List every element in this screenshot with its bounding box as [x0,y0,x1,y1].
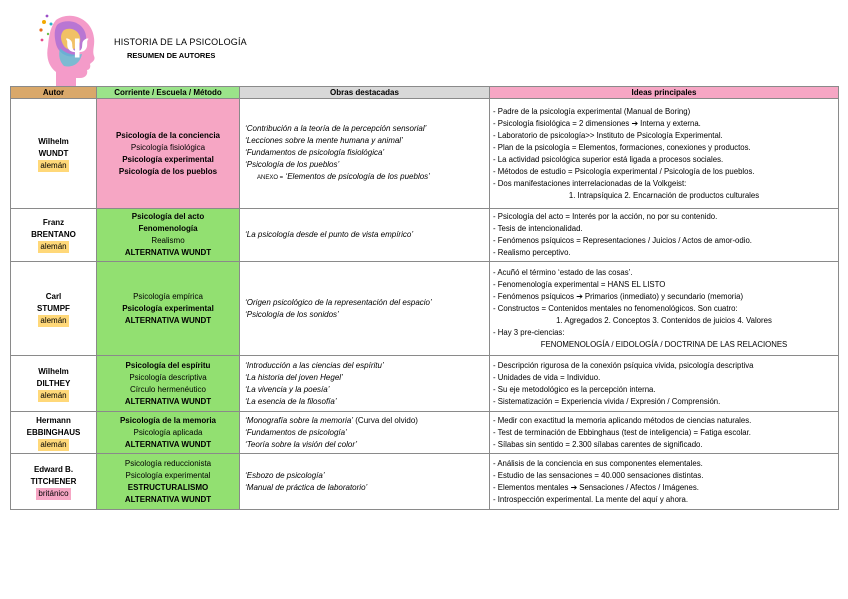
idea-item: - Acuñó el término ‘estado de las cosas’. [493,267,633,277]
work-item: ‘Origen psicológico de la representación del espacio’ [245,297,432,307]
work-item: ‘Introducción a las ciencias del espíritu’ [245,360,384,370]
idea-item: - La actividad psicológica superior está ligada a procesos sociales. [493,154,724,164]
author-cell [11,356,97,412]
school-item: ALTERNATIVA WUNDT [124,396,212,406]
idea-item: - Unidades de vida = Individuo. [493,372,601,382]
table-row [11,262,839,356]
author-cell [11,262,97,356]
school-item: ALTERNATIVA WUNDT [124,248,212,257]
ideas-cell [490,454,839,510]
work-item: ‘La vivencia y la poesía’ [245,384,330,394]
author-cell [11,454,97,510]
idea-item: - Hay 3 pre-ciencias: [493,327,565,337]
school-item: Psicología de la conciencia [115,130,221,140]
column-header-author: Autor [11,87,97,99]
annex-title: ‘Elementos de psicología de los pueblos’ [285,172,430,181]
school-item: Psicología fisiológica [130,142,206,152]
idea-subitem: 1. Agregados 2. Conceptos 3. Contenidos de juicios 4. Valores [556,315,772,325]
author-last-name: DILTHEY [36,378,71,388]
ideas-cell [490,356,839,412]
author-first-name: Wilhelm [38,366,69,376]
school-cell [97,209,240,262]
nationality-badge: alemán [40,315,67,325]
school-item: Psicología experimental [122,303,214,313]
idea-item: - Test de terminación de Ebbinghaus (test de inteligencia) = Fatiga escolar. [493,427,751,437]
school-item: Psicología empírica [133,291,203,301]
idea-item: - Laboratorio de psicología>> Instituto de Psicología Experimental. [493,130,723,140]
works-cell [240,99,490,209]
works-cell [240,209,490,262]
idea-item: - Estudio de las sensaciones = 40.000 sensaciones distintas. [493,470,704,480]
idea-item: - Medir con exactitud la memoria aplicando métodos de ciencias naturales. [493,415,752,425]
idea-item: - Padre de la psicología experimental (Manual de Boring) [493,106,691,116]
school-item: Psicología experimental [122,154,214,164]
nationality-badge: alemán [40,439,67,449]
table-row [11,454,839,510]
idea-item: - Constructos = Contenidos mentales no fenomenológicos. Son cuatro: [493,303,738,313]
works-cell [240,412,490,454]
idea-item: - Elementos mentales ➔ Sensaciones / Afectos / Imágenes. [493,482,699,492]
idea-subitem: FENOMENOLOGÍA / EIDOLOGÍA / DOCTRINA DE LAS RELACIONES [540,339,788,349]
idea-item: - Fenomenología experimental = HANS EL LISTO [493,279,666,289]
idea-item: - Plan de la psicología = Elementos, formaciones, conexiones y productos. [493,142,751,152]
idea-item: - Psicología fisiológica = 2 dimensiones ➔ Interna y externa. [493,118,701,128]
author-cell [11,412,97,454]
author-first-name: Edward B. [33,464,74,474]
school-item: Círculo hermenéutico [129,384,207,394]
ideas-cell [490,262,839,356]
author-cell [11,209,97,262]
school-item: Psicología del espíritu [125,360,211,370]
author-first-name: Hermann [36,415,71,425]
table-row [11,99,839,209]
school-item: ALTERNATIVA WUNDT [124,315,212,325]
school-item: Realismo [151,236,185,245]
nationality-badge: alemán [40,242,67,251]
idea-item: - Descripción rigurosa de la conexión psíquica vivida, psicología descriptiva [493,360,754,370]
idea-item: - Introspección experimental. La mente del aquí y ahora. [493,494,689,504]
annex-label: ANEXO = [257,175,284,181]
work-item: ‘Fundamentos de psicología fisiológica’ [245,148,385,157]
table-row [11,209,839,262]
school-item: Psicología descriptiva [129,372,207,382]
work-item: ‘La esencia de la filosofía’ [245,396,337,406]
works-cell [240,356,490,412]
works-cell [240,262,490,356]
idea-item: - Psicología del acto = Interés por la acción, no por su contenido. [493,212,718,221]
school-item: ALTERNATIVA WUNDT [124,494,212,504]
work-item: ‘Fundamentos de psicología’ [245,427,347,437]
school-item: ALTERNATIVA WUNDT [124,439,212,449]
idea-item: - Métodos de estudio = Psicología experimental / Psicología de los pueblos. [493,166,755,176]
school-item: Psicología de los pueblos [118,166,218,176]
ideas-cell [490,209,839,262]
author-last-name: TITCHENER [30,476,77,486]
school-cell [97,99,240,209]
work-title: ‘Monografía sobre la memoria’ [245,415,354,425]
author-last-name: BRENTANO [31,230,76,239]
table-header-row [11,87,839,99]
ideas-cell [490,99,839,209]
svg-text:ψ: ψ [65,29,90,59]
nationality-badge: alemán [40,390,67,400]
idea-subitem: 1. Intrapsíquica 2. Encarnación de productos culturales [568,190,760,200]
work-annex [245,171,486,184]
school-item: Psicología reduccionista [124,458,212,468]
author-last-name: STUMPF [37,303,70,313]
table-row [11,412,839,454]
idea-item: - Su eje metodológico es la percepción interna. [493,384,656,394]
work-item: ‘Esbozo de psicología’ [245,470,325,480]
works-cell [240,454,490,510]
document-subtitle: RESUMEN DE AUTORES [127,51,216,60]
nationality-badge: británico [38,488,69,498]
author-first-name: Franz [42,218,65,227]
work-item: ‘Contribución a la teoría de la percepción sensorial’ [245,124,427,133]
table-row [11,356,839,412]
work-item: ‘Psicología de los pueblos’ [245,160,340,169]
author-first-name: Wilhelm [38,136,69,146]
column-header-works: Obras destacadas [240,87,490,99]
document-title: HISTORIA DE LA PSICOLOGÍA [114,37,247,47]
work-item: ‘Teoría sobre la visión del color’ [245,439,358,449]
idea-item: - Fenómenos psíquicos ➔ Primarios (inmediato) y secundario (memoria) [493,291,744,301]
work-item: ‘La psicología desde el punto de vista empírico’ [245,230,414,239]
idea-item: - Realismo perceptivo. [493,248,571,257]
work-item [245,415,486,427]
school-item: Psicología experimental [125,470,211,480]
ideas-cell [490,412,839,454]
work-item: ‘Manual de práctica de laboratorio’ [245,482,368,492]
idea-item: - Fenómenos psíquicos = Representaciones / Juicios / Actos de amor-odio. [493,236,752,245]
school-item: Psicología del acto [131,212,205,221]
school-cell [97,356,240,412]
idea-item: - Tesis de intencionalidad. [493,224,583,233]
author-last-name: WUNDT [38,148,69,158]
column-header-ideas: Ideas principales [490,87,839,99]
work-item: ‘La historia del joven Hegel’ [245,372,343,382]
school-cell [97,412,240,454]
work-item: ‘Lecciones sobre la mente humana y animal’ [245,136,403,145]
idea-item: - Análisis de la conciencia en sus componentes elementales. [493,458,703,468]
school-item: ESTRUCTURALISMO [127,482,209,492]
author-first-name: Carl [45,291,62,301]
school-item: Psicología de la memoria [119,415,217,425]
column-header-school: Corriente / Escuela / Método [97,87,240,99]
school-cell [97,454,240,510]
school-item: Fenomenología [138,224,198,233]
psychology-head-logo [34,12,100,86]
school-cell [97,262,240,356]
idea-item: - Sistematización = Experiencia vivida / Expresión / Comprensión. [493,396,721,406]
idea-item: - Sílabas sin sentido = 2.300 sílabas carentes de significado. [493,439,703,449]
author-last-name: EBBINGHAUS [26,427,81,437]
work-note: (Curva del olvido) [353,415,418,425]
author-cell [11,99,97,209]
nationality-badge: alemán [40,160,67,170]
work-item: ‘Psicología de los sonidos’ [245,309,339,319]
idea-item: - Dos manifestaciones interrelacionadas de la Volkgeist: [493,178,687,188]
authors-table [10,86,839,510]
school-item: Psicología aplicada [133,427,203,437]
